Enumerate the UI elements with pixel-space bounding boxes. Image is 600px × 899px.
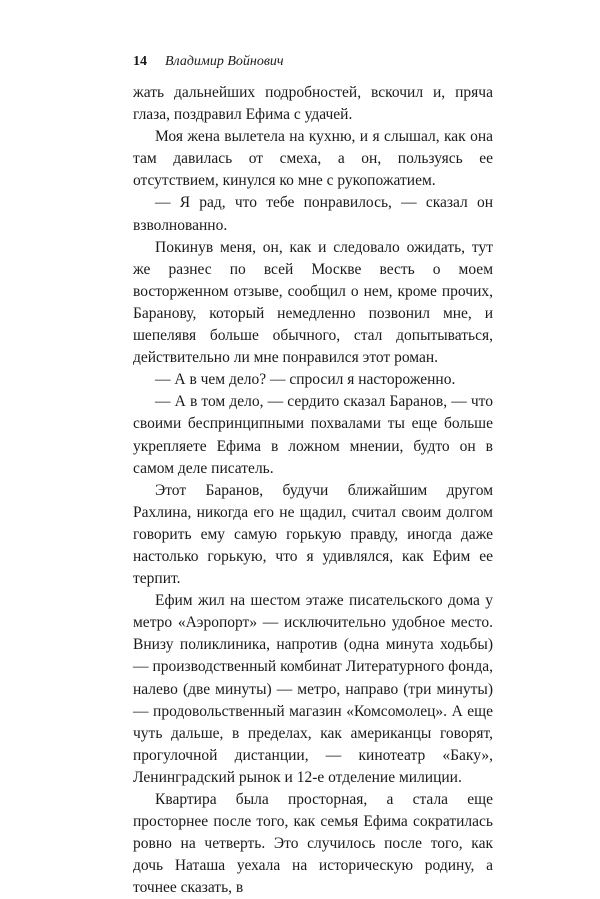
running-head (133, 54, 284, 74)
page-number: 14 (133, 54, 147, 69)
paragraph: Ефим жил на шестом этаже писательского дома у метро «Аэропорт» — исключительно удобное место. Внизу поликлиника, напротив (одна минута ходьбы) — производственный комбинат Литературного фонда, налево (две минуты) — метро, направо (три минуты) — продовольственный магазин «Комсомолец». А еще чуть дальше, в пределах, как американцы говорят, прогулочной дистанции, — кинотеатр «Баку», Ленинградский рынок и 12-е отделение милиции. (133, 592, 493, 786)
paragraph: Покинув меня, он, как и следовало ожидать, тут же разнес по всей Москве весть о моем восторженном отзыве, сообщил о нем, кроме прочих, Баранову, который немедленно позвонил мне, и шепелявя больше обычного, стал допытываться, действительно ли мне понравился этот роман. (133, 238, 493, 367)
paragraph: Квартира была просторная, а стала еще просторнее после того, как семья Ефима сократилась ровно на четверть. Это случилось после того, как дочь Наташа уехала на историческую родину, а точнее сказать, в (133, 791, 493, 897)
paragraph: Моя жена вылетела на кухню, и я слышал, как она там давилась от смеха, а он, пользуясь ее отсутствием, кинулся ко мне с рукопожатием. (133, 128, 493, 190)
paragraph: — А в чем дело? — спросил я настороженно. (155, 371, 456, 389)
paragraph: — А в том дело, — сердито сказал Баранов, — что своими беспринципными похвалами ты еще больше укрепляете Ефима в ложном мнении, будто он в самом деле писатель. (133, 393, 493, 477)
paragraph: — Я рад, что тебе понравилось, — сказал он взволнованно. (133, 194, 493, 234)
body-text (133, 82, 493, 899)
paragraph: жать дальнейших подробностей, вскочил и, пряча глаза, поздравил Ефима с удачей. (133, 84, 493, 124)
paragraph: Этот Баранов, будучи ближайшим другом Рахлина, никогда его не щадил, считал своим долгом говорить ему самую горькую правду, иногда даже настолько горькую, что я удивлялся, как Ефим ее терпит. (133, 481, 493, 588)
author-name: Владимир Войнович (165, 54, 284, 69)
